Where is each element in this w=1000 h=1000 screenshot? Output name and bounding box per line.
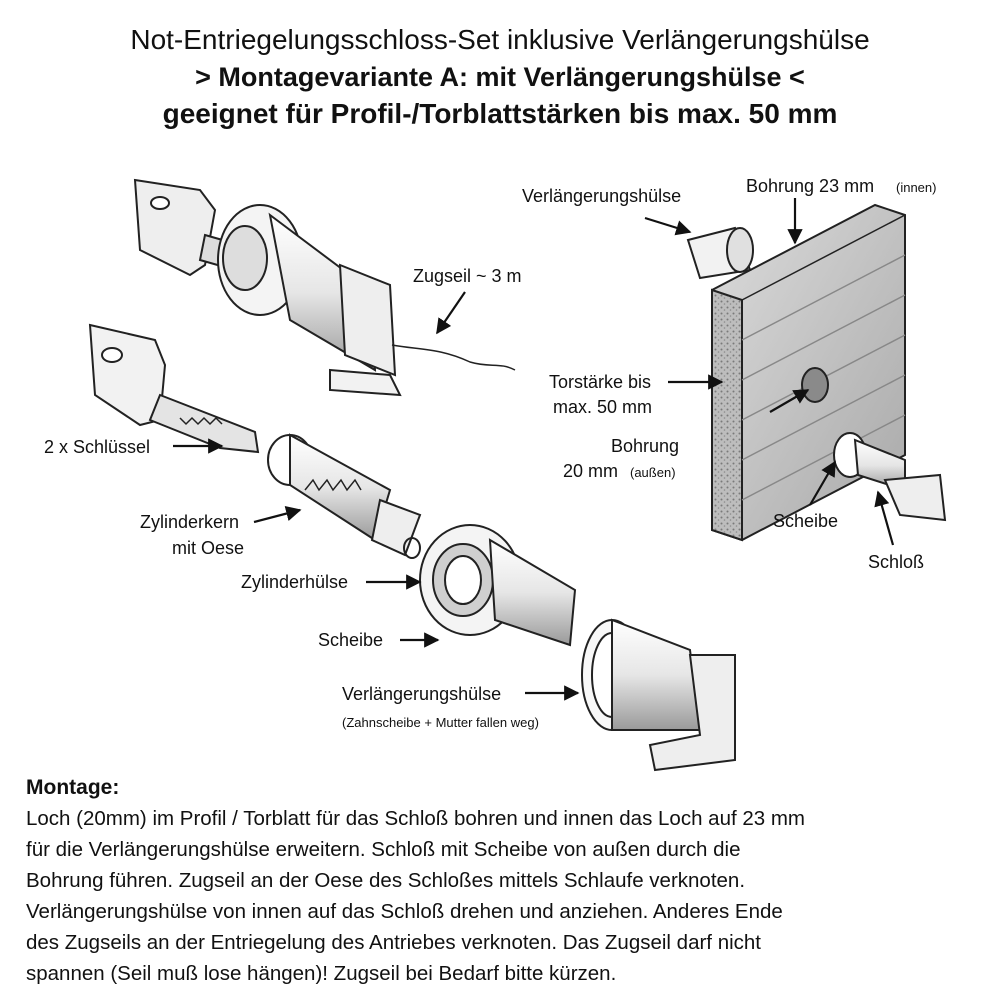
instructions-line-1: Loch (20mm) im Profil / Torblatt für das Schloß bohren und innen das Loch auf 23 mm	[26, 807, 806, 830]
arrow-verlaengerung-right	[645, 218, 690, 232]
cylinder-core-drawing	[268, 435, 420, 558]
label-verlaengerung-right: Verlängerungshülse	[522, 186, 682, 206]
label-verlaengerung-left: Verlängerungshülse	[342, 684, 502, 704]
arrow-zugseil	[437, 292, 465, 333]
label-zylinderkern-2: mit Oese	[172, 538, 245, 558]
title-line-1: Not-Entriegelungsschloss-Set inklusive Verlängerungshülse	[130, 24, 870, 55]
label-bohrung20-note: (außen)	[630, 465, 676, 480]
key-drawing	[90, 325, 258, 452]
instructions-line-2: für die Verlängerungshülse erweitern. Schloß mit Scheibe von außen durch die	[26, 838, 741, 861]
door-panel-drawing	[688, 205, 945, 540]
label-zylinderkern-1: Zylinderkern	[140, 512, 240, 532]
arrow-zylinderkern	[254, 510, 300, 522]
label-schloss: Schloß	[868, 552, 925, 572]
mounting-instructions	[26, 773, 986, 989]
cylinder-sleeve-drawing	[420, 525, 575, 645]
label-bohrung20-2: 20 mm	[563, 461, 619, 481]
extension-sleeve-drawing	[582, 620, 735, 770]
instructions-heading: Montage:	[26, 776, 120, 799]
instructions-line-5: des Zugseils an der Entriegelung des Antriebes verknoten. Das Zugseil darf nicht	[26, 931, 761, 954]
title-line-3: geeignet für Profil-/Torblattstärken bis max. 50 mm	[162, 98, 838, 129]
title-line-2: > Montagevariante A: mit Verlängerungshülse <	[195, 62, 805, 92]
label-scheibe-right: Scheibe	[773, 511, 839, 531]
assembled-lock-drawing	[135, 180, 515, 395]
label-verlaengerung-note: (Zahnscheibe + Mutter fallen weg)	[342, 715, 539, 730]
label-torstaerke-2: max. 50 mm	[553, 397, 653, 417]
label-zugseil: Zugseil ~ 3 m	[413, 266, 522, 286]
label-schluessel: 2 x Schlüssel	[44, 437, 151, 457]
label-bohrung23-note: (innen)	[896, 180, 937, 195]
assembly-diagram	[0, 150, 1000, 780]
instructions-line-3: Bohrung führen. Zugseil an der Oese des Schloßes mittels Schlaufe verknoten.	[26, 869, 746, 892]
label-torstaerke-1: Torstärke bis	[549, 372, 652, 392]
label-bohrung20-1: Bohrung	[611, 436, 680, 456]
instructions-line-6: spannen (Seil muß lose hängen)! Zugseil bei Bedarf bitte kürzen.	[26, 962, 617, 985]
label-bohrung23: Bohrung 23 mm	[746, 176, 875, 196]
arrow-schloss	[878, 492, 893, 545]
instructions-line-4: Verlängerungshülse von innen auf das Schloß drehen und anziehen. Anderes Ende	[26, 900, 783, 923]
label-scheibe-left: Scheibe	[318, 630, 384, 650]
label-zylinderhuelse: Zylinderhülse	[241, 572, 349, 592]
